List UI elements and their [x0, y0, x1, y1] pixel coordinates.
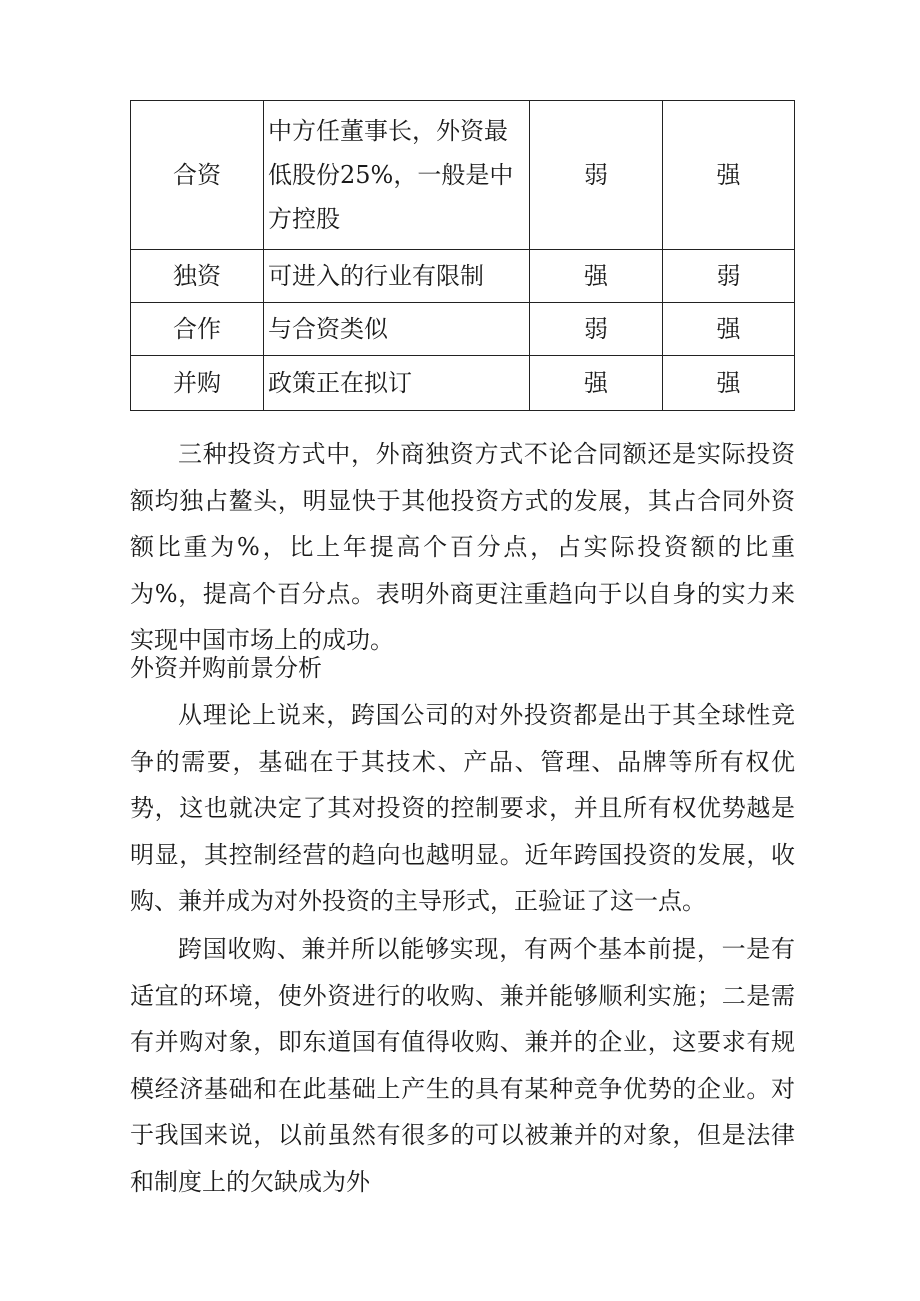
table-cell-col4: 强 [663, 101, 795, 250]
table-cell-type: 并购 [131, 356, 264, 411]
table-cell-col3: 强 [530, 356, 663, 411]
table-cell-col3: 强 [530, 250, 663, 303]
table-row [131, 101, 795, 250]
table-cell-desc: 与合资类似 [264, 303, 530, 356]
table-cell-desc: 可进入的行业有限制 [264, 250, 530, 303]
table-cell-col4: 强 [663, 356, 795, 411]
section-heading: 外资并购前景分析 [130, 654, 322, 682]
paragraph-preconditions [130, 926, 795, 1205]
table-cell-desc: 政策正在拟订 [264, 356, 530, 411]
table-row [131, 303, 795, 356]
paragraph-text: 跨国收购、兼并所以能够实现，有两个基本前提，一是有适宜的环境，使外资进行的收购、兼并能够顺利实施；二是需有并购对象，即东道国有值得收购、兼并的企业，这要求有规模经济基础和在此基础上产生的具有某种竞争优势的企业。对于我国来说，以前虽然有很多的可以被兼并的对象，但是法律和制度上的欠缺成为外 [130, 935, 795, 1196]
table-cell-col3: 弱 [530, 101, 663, 250]
table-cell-type: 独资 [131, 250, 264, 303]
paragraph-theory [130, 692, 795, 925]
table-cell-desc: 中方任董事长，外资最低股份25%，一般是中方控股 [264, 101, 530, 250]
table-row [131, 250, 795, 303]
table-cell-col3: 弱 [530, 303, 663, 356]
table-cell-col4: 强 [663, 303, 795, 356]
table-cell-col4: 弱 [663, 250, 795, 303]
table-cell-type: 合资 [131, 101, 264, 250]
investment-mode-table [130, 100, 795, 411]
table-cell-type: 合作 [131, 303, 264, 356]
paragraph-investment-modes [130, 431, 795, 664]
paragraph-text: 从理论上说来，跨国公司的对外投资都是出于其全球性竞争的需要，基础在于其技术、产品、管理、品牌等所有权优势，这也就决定了其对投资的控制要求，并且所有权优势越是明显，其控制经营的趋向也越明显。近年跨国投资的发展，收购、兼并成为对外投资的主导形式，正验证了这一点。 [130, 701, 795, 915]
table-row [131, 356, 795, 411]
paragraph-text: 三种投资方式中，外商独资方式不论合同额还是实际投资额均独占鳌头，明显快于其他投资方式的发展，其占合同外资额比重为%，比上年提高个百分点，占实际投资额的比重为%，提高个百分点。表明外商更注重趋向于以自身的实力来实现中国市场上的成功。 [130, 440, 795, 654]
